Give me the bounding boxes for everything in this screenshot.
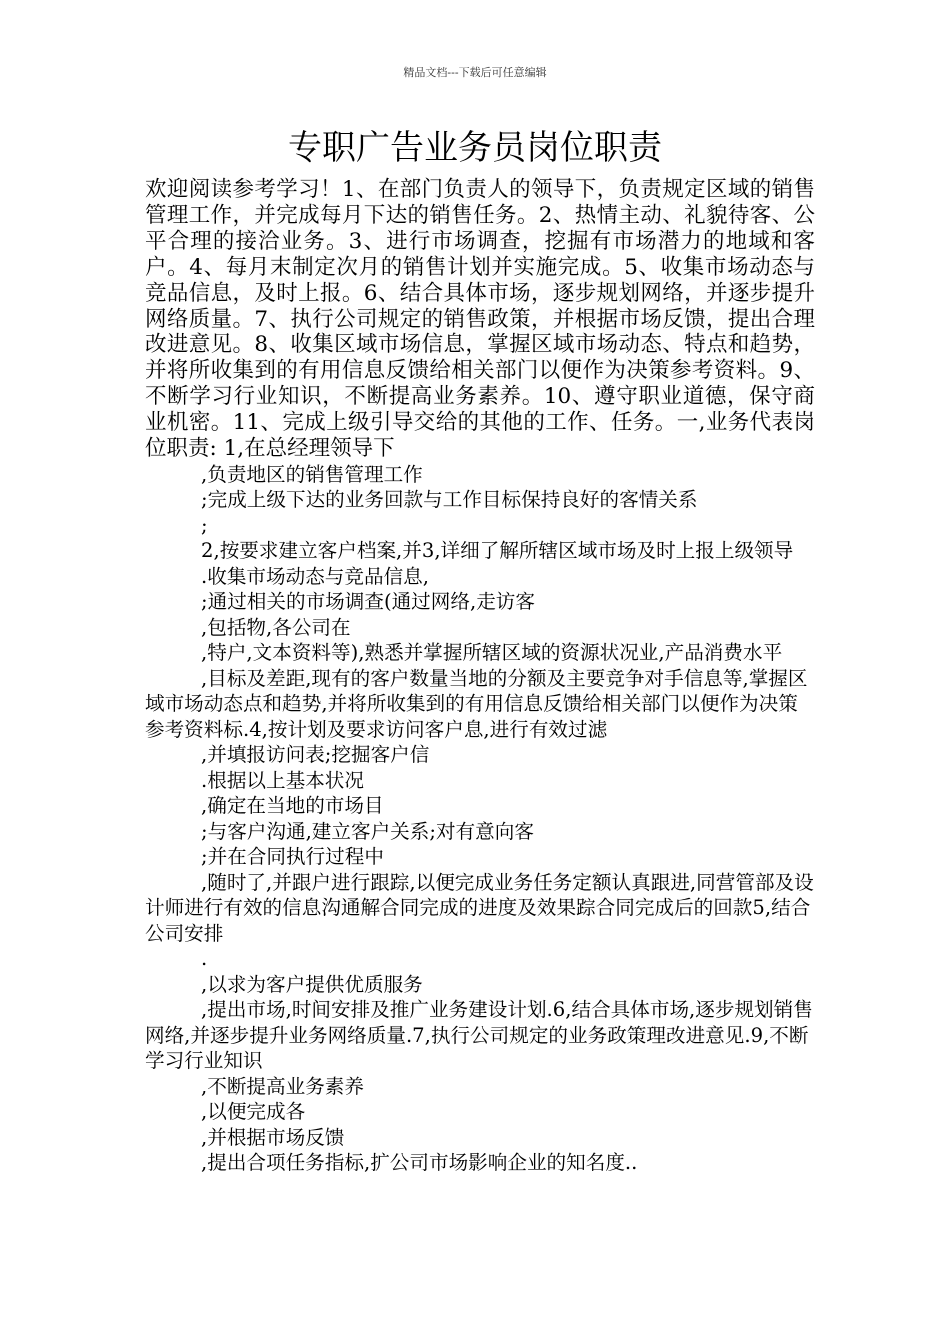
body-line: ,负责地区的销售管理工作 [201, 462, 423, 486]
body-line: ,目标及差距,现有的客户数量当地的分额及主要竞争对手信息等,掌握区域市场动态点和趋势,并将所收集到的有用信息反馈给相关部门以便作为决策参考资料标.4,按计划及要求访问客户息,进行有效过滤 [145, 666, 808, 741]
document-title: 专职广告业务员岗位职责 [288, 128, 662, 168]
body-line: 2,按要求建立客户档案,并3,详细了解所辖区域市场及时上报上级领导 [201, 539, 794, 563]
body-line: ,以求为客户提供优质服务 [201, 972, 423, 996]
body-line: ,包括物,各公司在 [201, 615, 351, 639]
body-line: .根据以上基本状况 [201, 768, 364, 792]
body-line: ,并根据市场反馈 [201, 1125, 345, 1149]
intro-paragraph: 欢迎阅读参考学习！1、在部门负责人的领导下，负责规定区域的销售管理工作，并完成每月下达的销售任务。2、热情主动、礼貌待客、公平合理的接洽业务。3、进行市场调查，挖掘有市场潜力的地域和客户。4、每月末制定次月的销售计划并实施完成。5、收集市场动态与竞品信息，及时上报。6、结合具体市场，逐步规划网络，并逐步提升网络质量。7、执行公司规定的销售政策，并根据市场反馈，提出合理改进意见。8、收集区域市场信息，掌握区域市场动态、特点和趋势，并将所收集到的有用信息反馈给相关部门以便作为决策参考资料。9、不断学习行业知识，不断提高业务素养。10、遵守职业道德，保守商业机密。11、完成上级引导交给的其他的工作、任务。一,业务代表岗位职责: 1,在总经理领导下 [145, 177, 815, 462]
document-body [145, 177, 815, 1176]
body-line: ,确定在当地的市场目 [201, 794, 384, 818]
body-line: ,不断提高业务素养 [201, 1074, 364, 1098]
body-line: ; [201, 513, 208, 537]
body-line: . [201, 947, 208, 971]
body-line: ;并在合同执行过程中 [201, 845, 384, 869]
body-line: ;与客户沟通,建立客户关系;对有意向客 [201, 819, 534, 843]
body-line: ,随时了,并跟户进行跟踪,以便完成业务任务定额认真跟进,同营管部及设计师进行有效的信息沟通解合同完成的进度及效果踪合同完成后的回款5,结合公司安排 [145, 870, 814, 945]
body-line: ;完成上级下达的业务回款与工作目标保持良好的客情关系 [201, 488, 698, 512]
body-line: ,提出市场,时间安排及推广业务建设计划.6,结合具体市场,逐步规划销售网络,并逐步提升业务网络质量.7,执行公司规定的业务政策理改进意见.9,不断学习行业知识 [145, 998, 813, 1073]
body-line: ,提出合项任务指标,扩公司市场影响企业的知名度.. [201, 1151, 638, 1175]
body-line: ,特户,文本资料等),熟悉并掌握所辖区域的资源状况业,产品消费水平 [201, 641, 783, 665]
header-note: 精品文档---下载后可任意编辑 [403, 66, 547, 79]
body-line: ,并填报访问表;挖掘客户信 [201, 743, 430, 767]
body-line: ,以便完成各 [201, 1100, 306, 1124]
body-line: .收集市场动态与竞品信息, [201, 564, 429, 588]
body-line: ;通过相关的市场调查(通过网络,走访客 [201, 590, 535, 614]
